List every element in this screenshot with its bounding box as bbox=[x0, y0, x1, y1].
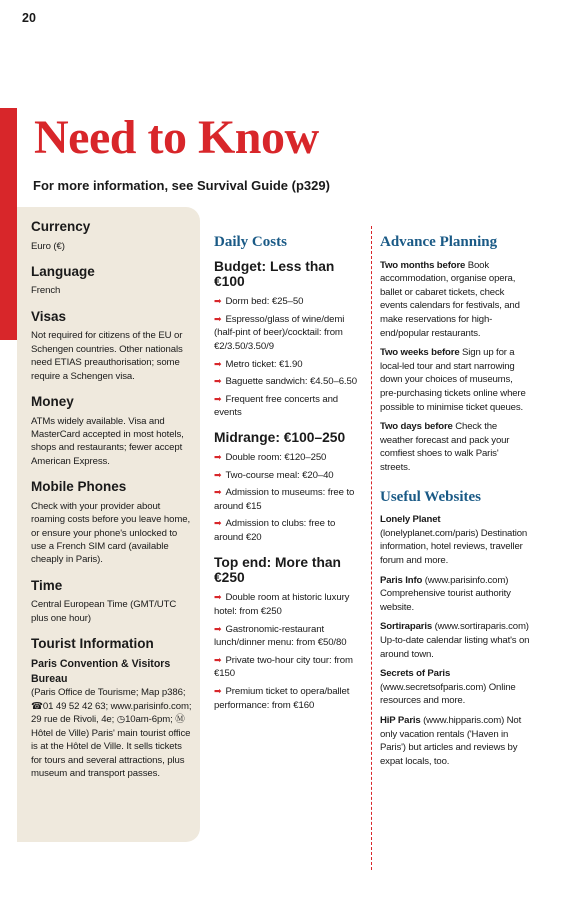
arrow-icon: ➡ bbox=[214, 487, 222, 498]
visas-text: Not required for citizens of the EU or Schengen countries. Other nationals need ETIAS preauthorisation; some require a Schengen visa. bbox=[31, 330, 183, 382]
top-end-list bbox=[214, 591, 364, 712]
website-entry: Paris Info (www.parisinfo.com) Comprehensive tourist authority website. bbox=[380, 574, 511, 613]
arrow-icon: ➡ bbox=[214, 592, 222, 603]
page-subtitle: For more information, see Survival Guide (p329) bbox=[33, 178, 330, 193]
arrow-icon: ➡ bbox=[214, 296, 222, 307]
currency-heading: Currency bbox=[31, 219, 91, 234]
arrow-icon: ➡ bbox=[214, 313, 222, 324]
currency-text: Euro (€) bbox=[31, 240, 65, 252]
arrow-icon: ➡ bbox=[214, 469, 222, 480]
useful-websites-title: Useful Websites bbox=[380, 488, 481, 505]
budget-heading: Budget: Less than €100 bbox=[214, 258, 335, 290]
list-item: ➡ Gastronomic-restaurant lunch/dinner menu: from €50/80 bbox=[214, 623, 347, 649]
key-facts-sidebar bbox=[17, 207, 200, 842]
visas-heading: Visas bbox=[31, 308, 67, 324]
column-divider bbox=[371, 226, 372, 870]
list-item: ➡ Baguette sandwich: €4.50–6.50 bbox=[214, 376, 357, 388]
mobile-phones-heading: Mobile Phones bbox=[31, 479, 127, 495]
page-title: Need to Know bbox=[34, 111, 319, 164]
daily-costs-column bbox=[214, 234, 364, 722]
planning-entry: Two days before Check the weather forecast and pack your comfiest shoes to walk Paris' streets. bbox=[380, 421, 510, 474]
red-edge-tab bbox=[0, 108, 17, 340]
arrow-icon: ➡ bbox=[214, 654, 222, 665]
website-entry: Sortiraparis (www.sortiraparis.com) Up-to-date calendar listing what's on around town. bbox=[380, 621, 530, 660]
midrange-heading: Midrange: €100–250 bbox=[214, 430, 346, 446]
list-item: ➡ Admission to clubs: free to around €20 bbox=[214, 518, 336, 543]
arrow-icon: ➡ bbox=[214, 393, 222, 404]
budget-list bbox=[214, 295, 364, 420]
list-item: ➡ Double room at historic luxury hotel: from €250 bbox=[214, 592, 350, 617]
arrow-icon: ➡ bbox=[214, 376, 222, 387]
website-entry: Secrets of Paris (www.secretsofparis.com) Online resources and more. bbox=[380, 668, 516, 707]
time-text: Central European Time (GMT/UTC plus one hour) bbox=[31, 599, 177, 624]
list-item: ➡ Dorm bed: €25–50 bbox=[214, 296, 304, 308]
list-item: ➡ Frequent free concerts and events bbox=[214, 393, 339, 419]
arrow-icon: ➡ bbox=[214, 518, 222, 529]
money-heading: Money bbox=[31, 394, 74, 410]
top-end-heading: Top end: More than €250 bbox=[214, 554, 341, 586]
arrow-icon: ➡ bbox=[214, 685, 222, 696]
language-heading: Language bbox=[31, 263, 95, 279]
list-item: ➡ Admission to museums: free to around €15 bbox=[214, 487, 355, 512]
tourist-info-text: (Paris Office de Tourisme; Map p386; ☎01 49 52 42 63; www.parisinfo.com; 29 rue de Rivoli, 4e; ◷10am-6pm; Ⓜ Hôtel de Ville) Paris' main tourist office is at the Hôtel de Ville. It sells tickets for tours and several attractions, plus museum and transport passes. bbox=[31, 687, 192, 779]
website-entry: HiP Paris (www.hipparis.com) Not only vacation rentals ('Haven in Paris') but articles and reviews by expat locals, too. bbox=[380, 715, 522, 767]
language-text: French bbox=[31, 285, 61, 297]
arrow-icon: ➡ bbox=[214, 623, 222, 634]
planning-column bbox=[380, 234, 530, 775]
list-item: ➡ Metro ticket: €1.90 bbox=[214, 358, 303, 370]
list-item: ➡ Private two-hour city tour: from €150 bbox=[214, 654, 353, 680]
list-item: ➡ Espresso/glass of wine/demi (half-pint of beer)/cocktail: from €2/3.50/3.50/9 bbox=[214, 313, 345, 353]
time-heading: Time bbox=[31, 577, 63, 593]
page-number: 20 bbox=[22, 11, 36, 25]
arrow-icon: ➡ bbox=[214, 358, 222, 369]
mobile-phones-text: Check with your provider about roaming costs before you leave home, or ensure your phone's unlocked to use a French SIM card (available cheaply in Paris). bbox=[31, 500, 191, 566]
tourist-office-name: Paris Convention & Visitors Bureau bbox=[31, 657, 171, 685]
advance-planning-title: Advance Planning bbox=[380, 234, 498, 250]
list-item: ➡ Two-course meal: €20–40 bbox=[214, 469, 334, 481]
website-entry: Lonely Planet (lonelyplanet.com/paris) Destination information, hotel reviews, traveller forum and more. bbox=[380, 514, 528, 566]
planning-entry: Two weeks before Sign up for a local-led tour and start narrowing down your choices of museums, pre-purchasing tickets online where possible to minimise ticket queues. bbox=[380, 347, 526, 413]
money-text: ATMs widely available. Visa and MasterCard accepted in most hotels, shops and restaurants; fewer accept American Express. bbox=[31, 415, 184, 467]
planning-entry: Two months before Book accommodation, organise opera, ballet or cabaret tickets, check events calendars for festivals, and make reservations for high-end/popular restaurants. bbox=[380, 259, 520, 339]
list-item: ➡ Premium ticket to opera/ballet performance: from €160 bbox=[214, 685, 350, 711]
list-item: ➡ Double room: €120–250 bbox=[214, 451, 327, 463]
tourist-info-heading: Tourist Information bbox=[31, 636, 154, 652]
arrow-icon: ➡ bbox=[214, 451, 222, 462]
midrange-list bbox=[214, 451, 364, 545]
daily-costs-title: Daily Costs bbox=[214, 234, 287, 250]
